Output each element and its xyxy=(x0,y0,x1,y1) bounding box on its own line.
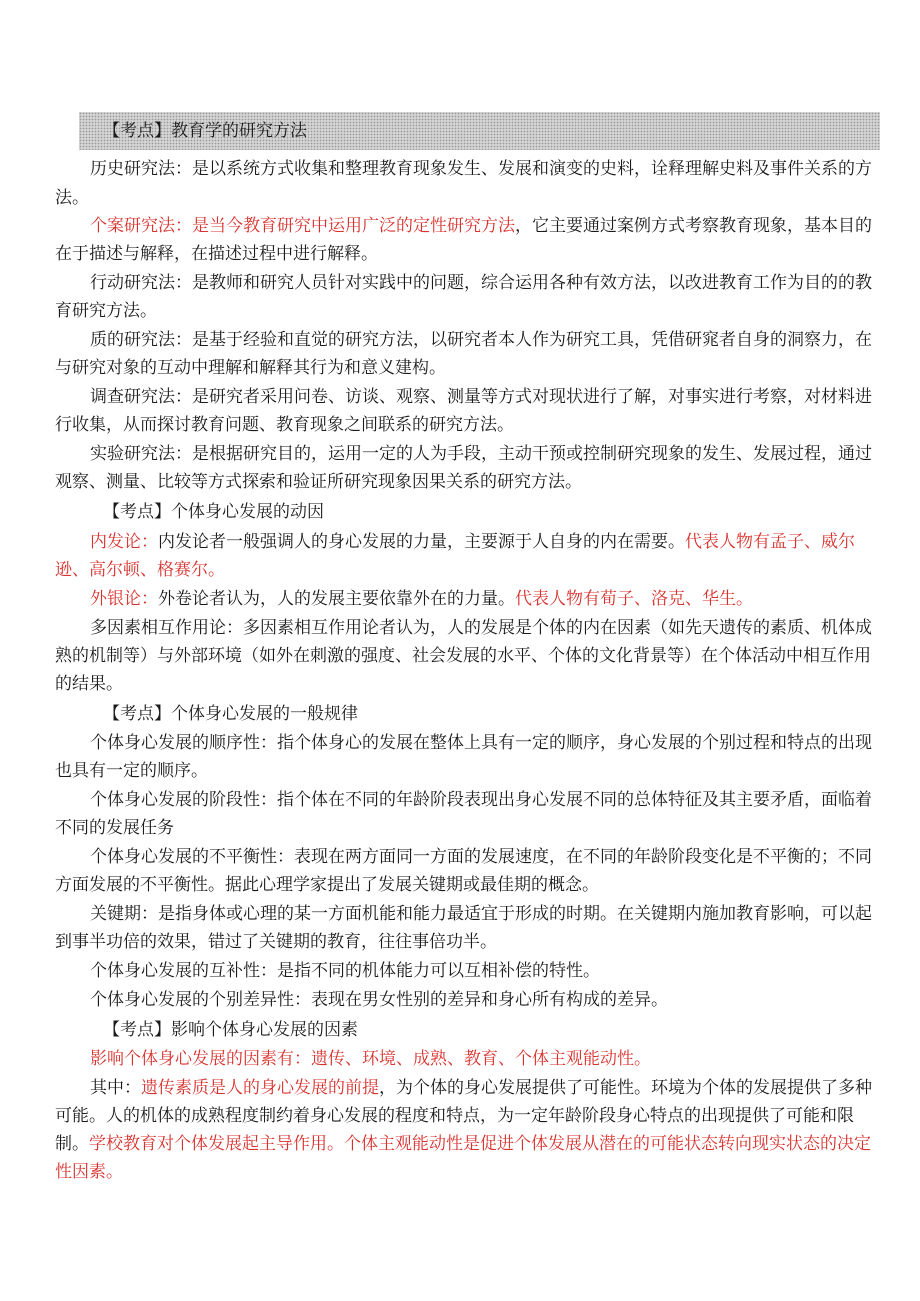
paragraph-line: 不同的发展任务 xyxy=(55,818,174,838)
highlighted-text: 遗传素质是人的身心发展的前提 xyxy=(141,1078,379,1098)
highlighted-text: 学校教育对个体发展起主导作用。个体主观能动性是促进个体发展从潜在的可能状态转向现实状态的决定 xyxy=(89,1134,871,1154)
paragraph-text: ，它主要通过案例方式考察教育现象，基本目的 xyxy=(515,216,872,236)
paragraph-line: 质的研究法：是基于经验和直觉的研究方法，以研究者本人作为研究工具，凭借研窕者自身的洞察力，在 xyxy=(90,330,872,350)
paragraph-line: 关键期：是指身体或心理的某一方面机能和能力最适宜于形成的时期。在关键期内施加教育影响，可以起 xyxy=(90,904,872,924)
paragraph-line: 实验研究法：是根据研究目的，运用一定的人为手段，主动干预或控制研究现象的发生、发展过程，通过 xyxy=(90,444,872,464)
highlighted-text: 外银论： xyxy=(90,589,158,609)
paragraph-line: 行收集，从而探讨教育问题、教育现象之间联系的研究方法。 xyxy=(55,415,514,435)
paragraph-line xyxy=(90,214,872,238)
highlighted-text: 个案研究法：是当今教育研究中运用广泛的定性研究方法 xyxy=(90,216,515,236)
paragraph-line: 可能。人的机体的成熟程度制约着身心发展的程度和特点，为一定年龄阶段身心特点的出现提供了可能和限 xyxy=(55,1106,854,1126)
paragraph-line xyxy=(90,530,855,554)
paragraph-line: 也具有一定的顺序。 xyxy=(55,761,208,781)
paragraph-text: 内发论者一般强调人的身心发展的力量，主要源于人自身的内在需要。 xyxy=(158,532,685,552)
paragraph-line: 行动研究法：是教师和研究人员针对实践中的问题，综合运用各种有效方法，以改进教育工作为目的的教 xyxy=(90,273,872,293)
paragraph-line: 育研究方法。 xyxy=(55,301,157,321)
paragraph-line: 个体身心发展的互补性：是指不同的机体能力可以互相补偿的特性。 xyxy=(90,961,600,981)
highlighted-text: 代表人物有孟子、威尔 xyxy=(685,532,855,552)
paragraph-text: 外卷论者认为，人的发展主要依靠外在的力量。 xyxy=(158,589,515,609)
paragraph-line: 到事半功倍的效果，错过了关键期的教育，往往事倍功半。 xyxy=(55,932,497,952)
paragraph-line xyxy=(90,587,753,611)
paragraph-text: 制。 xyxy=(55,1134,89,1154)
section-heading-development-causes: 【考点】个体身心发展的动因 xyxy=(103,502,324,522)
paragraph-text: 其中： xyxy=(90,1078,141,1098)
paragraph-line xyxy=(55,1132,871,1156)
highlighted-text: 逊、高尔顿、格赛尔。 xyxy=(55,560,225,580)
paragraph-line: 的结果。 xyxy=(55,674,123,694)
highlighted-text: 代表人物有荀子、洛克、华生。 xyxy=(515,589,753,609)
paragraph-line: 历史研究法：是以系统方式收集和整理教育现象发生、发展和演变的史料，诠释理解史料及事件关系的方 xyxy=(90,159,872,179)
highlighted-text: 内发论： xyxy=(90,532,158,552)
paragraph-line: 个体身心发展的不平衡性：表现在两方面同一方面的发展速度，在不同的年龄阶段变化是不平衡的；不同 xyxy=(90,847,872,867)
paragraph-text: ，为个体的身心发展提供了可能性。环境为个体的发展提供了多种 xyxy=(379,1078,872,1098)
paragraph-line xyxy=(90,1076,872,1100)
paragraph-line: 多因素相互作用论：多因素相互作用论者认为，人的发展是个体的内在因素（如先天遗传的素质、机体成 xyxy=(90,618,872,638)
paragraph-line: 与研究对象的互动中理解和解释其行为和意义建构。 xyxy=(55,358,446,378)
paragraph-line: 个体身心发展的个别差异性：表现在男女性别的差异和身心所有构成的差异。 xyxy=(90,990,668,1010)
paragraph-line: 方面发展的不平衡性。据此心理学家提出了发展关键期或最佳期的概念。 xyxy=(55,875,599,895)
paragraph-line: 熟的机制等）与外部环境（如外在刺激的强度、社会发展的水平、个体的文化背景等）在个体活动中相互作用 xyxy=(55,646,871,666)
section-heading-development-laws: 【考点】个体身心发展的一般规律 xyxy=(103,704,358,724)
paragraph-line: 个体身心发展的顺序性：指个体身心的发展在整体上具有一定的顺序，身心发展的个别过程和特点的出现 xyxy=(90,733,872,753)
highlighted-text: 性因素。 xyxy=(55,1162,123,1182)
section-heading-research-methods: 【考点】教育学的研究方法 xyxy=(103,121,307,141)
section-heading-influencing-factors: 【考点】影响个体身心发展的因素 xyxy=(103,1020,358,1040)
paragraph-line: 个体身心发展的阶段性：指个体在不同的年龄阶段表现出身心发展不同的总体特征及其主要矛盾，面临着 xyxy=(90,790,872,810)
paragraph-line: 法。 xyxy=(55,188,89,208)
highlighted-text: 影响个体身心发展的因素有：遗传、环境、成熟、教育、个体主观能动性。 xyxy=(90,1049,651,1069)
paragraph-line: 观察、测量、比较等方式探索和验证所研究现象因果关系的研究方法。 xyxy=(55,472,582,492)
paragraph-line: 调查研究法：是研究者采用问卷、访谈、观察、测量等方式对现状进行了解，对事实进行考察，对材料进 xyxy=(90,387,872,407)
paragraph-line: 在于描述与解释，在描述过程中进行解释。 xyxy=(55,244,378,264)
